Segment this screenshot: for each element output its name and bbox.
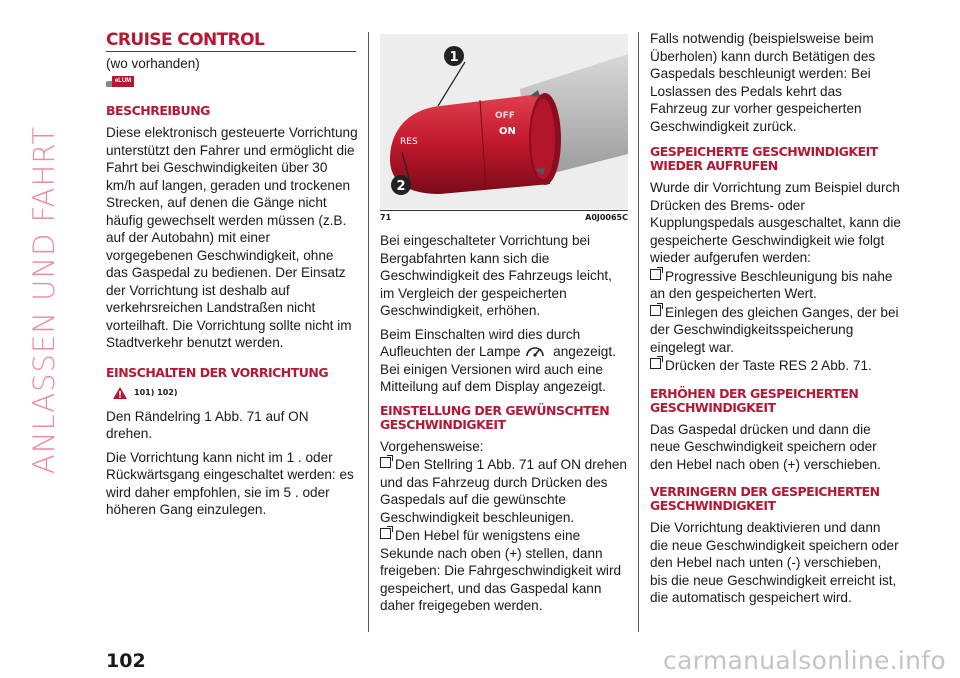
warning-refs-text: 101) 102) [134, 388, 178, 397]
paragraph-lampe-before: Beim Einschalten wird dies durch Aufleuchten der Lampe [380, 326, 581, 359]
list-item-text: Drücken der Taste RES 2 Abb. 71. [665, 358, 872, 373]
heading-einstellung: EINSTELLUNG DER GEWÜNSCHTEN GESCHWINDIGKEIT [380, 402, 610, 432]
heading-verringern: VERRINGERN DER GESPEICHERTEN GESCHWINDIGKEIT [650, 484, 880, 513]
paragraph-lampe-after: angezeigt. Bei einigen Versionen wird auch eine Mitteilung auf dem Display angezeigt. [380, 344, 616, 394]
checkbox-bullet-icon [650, 269, 661, 280]
callout-2-text: 2 [396, 179, 406, 194]
paragraph-verringern: Die Vorrichtung deaktivieren und dann die neue Geschwindigkeit speichern oder den Hebel nach unten (-) verschieben, bis die neue Geschwindigkeit erreicht ist, die automatisch gespeichert wird. [650, 520, 899, 605]
figure-number: 71 [380, 213, 392, 222]
paragraph-beschreibung: Diese elektronisch gesteuerte Vorrichtung unterstützt den Fahrer und ermöglicht die Fahrt bei Geschwindigkeiten über 30 km/h auf langen, geraden und trockenen Strecken, auf denen die Gänge nicht häufig gewechselt werden müssen (z.B. auf der Autobahn) mit einer vorgegebenen Geschwindigkeit, ohne das Gaspedal zu bedienen. Der Einsatz der Vorrichtung ist deshalb auf verkehrsreichen Landstraßen nicht vorteilhaft. Die Vorrichtung sollte nicht im Stadtverkehr benutzt werden. [106, 125, 358, 350]
column-divider [368, 32, 369, 632]
figure-71-cruise-lever [380, 34, 628, 209]
paragraph-erhoehen: Das Gaspedal drücken und dann die neue Geschwindigkeit speichern oder den Hebel nach oben (+) verschieben. [650, 421, 881, 472]
title-rule [106, 51, 356, 52]
cruise-control-lamp-icon [524, 344, 546, 359]
list-item-text: Progressive Beschleunigung bis nahe an den gespeicherten Wert. [650, 268, 893, 301]
heading-erhoehen: ERHÖHEN DER GESPEICHERTEN GESCHWINDIGKEIT [650, 385, 859, 415]
checkbox-bullet-icon [650, 358, 661, 369]
heading-einschalten: EINSCHALTEN DER VORRICHTUNG [106, 364, 329, 380]
list-item-text: Den Hebel für wenigstens eine Sekunde nach oben (+) stellen, dann freigeben: Die Fahrgeschwindigkeit wird gespeichert, und das Gaspedal kann daher freigegeben werden. [380, 528, 622, 613]
lever-off-label: OFF [495, 111, 515, 121]
paragraph-einschalten-2: Die Vorrichtung kann nicht im 1 . oder Rückwärtsgang eingeschaltet werden: es wird daher empfohlen, sie im 5 . oder höheren Gang einzulegen. [106, 449, 354, 517]
figure-caption [380, 213, 628, 222]
paragraph-einschalten-1: Den Rändelring 1 Abb. 71 auf ON drehen. [106, 408, 309, 441]
section-side-label: ANLASSEN UND FAHRT [27, 125, 61, 475]
lever-on-label: ON [499, 126, 516, 137]
paragraph-bergab: Bei eingeschalteter Vorrichtung bei Bergabfahrten kann sich die Geschwindigkeit des Fahrzeugs leicht, im Vergleich der gespeicherten Geschwindigkeit, erhöhen. [380, 233, 612, 318]
list-item-text: Den Stellring 1 Abb. 71 auf ON drehen und das Fahrzeug durch Drücken des Gaspedals auf die gewünschte Geschwindigkeit beschleunigen. [380, 457, 627, 525]
heading-beschreibung: BESCHREIBUNG [106, 103, 210, 118]
list-item [380, 527, 628, 615]
list-item [650, 304, 902, 357]
checkbox-bullet-icon [380, 528, 391, 539]
paragraph-aufrufen: Wurde dir Vorrichtung zum Beispiel durch Drücken des Brems- oder Kupplungspedals ausgeschaltet, kann die gespeicherte Geschwindigkeit wie folgt wieder aufgerufen werden: [650, 180, 901, 265]
column-divider [638, 32, 639, 632]
checkbox-bullet-icon [380, 457, 391, 468]
list-item [380, 456, 628, 526]
elum-badge-icon [106, 76, 132, 89]
checkbox-bullet-icon [650, 305, 661, 316]
list-item [650, 268, 902, 303]
warning-triangle-icon [112, 386, 128, 400]
availability-note: (wo vorhanden) [106, 56, 200, 71]
watermark: carmanualsonline.info [663, 646, 946, 675]
heading-aufrufen: GESPEICHERTE GESCHWINDIGKEIT WIEDER AUFRUFEN [650, 144, 878, 173]
list-item [650, 357, 902, 375]
page-number: 102 [106, 650, 146, 672]
figure-code: A0J0065C [585, 213, 628, 222]
cruise-lever-illustration [380, 34, 628, 209]
lever-res-label: RES [400, 137, 418, 147]
elum-badge-label: eLUM [112, 76, 134, 87]
paragraph-lampe [380, 326, 628, 396]
callout-1-text: 1 [449, 50, 459, 65]
paragraph-vorgehen: Vorgehensweise: [380, 438, 484, 454]
column-2 [380, 30, 628, 616]
column-3 [650, 30, 902, 613]
warning-reference [112, 386, 358, 400]
paragraph-intro: Falls notwendig (beispielsweise beim Überholen) kann durch Betätigen des Gaspedals beschleunigt werden: Bei Loslassen des Pedals kehrt das Fahrzeug zur vorher gespeicherten Geschwindigkeit zurück. [650, 31, 876, 134]
list-item-text: Einlegen des gleichen Ganges, der bei der Geschwindigkeitsspeicherung eingelegt war. [650, 304, 899, 355]
column-1 [106, 30, 358, 525]
figure-rule [380, 210, 628, 211]
page-title: CRUISE CONTROL [106, 30, 265, 50]
